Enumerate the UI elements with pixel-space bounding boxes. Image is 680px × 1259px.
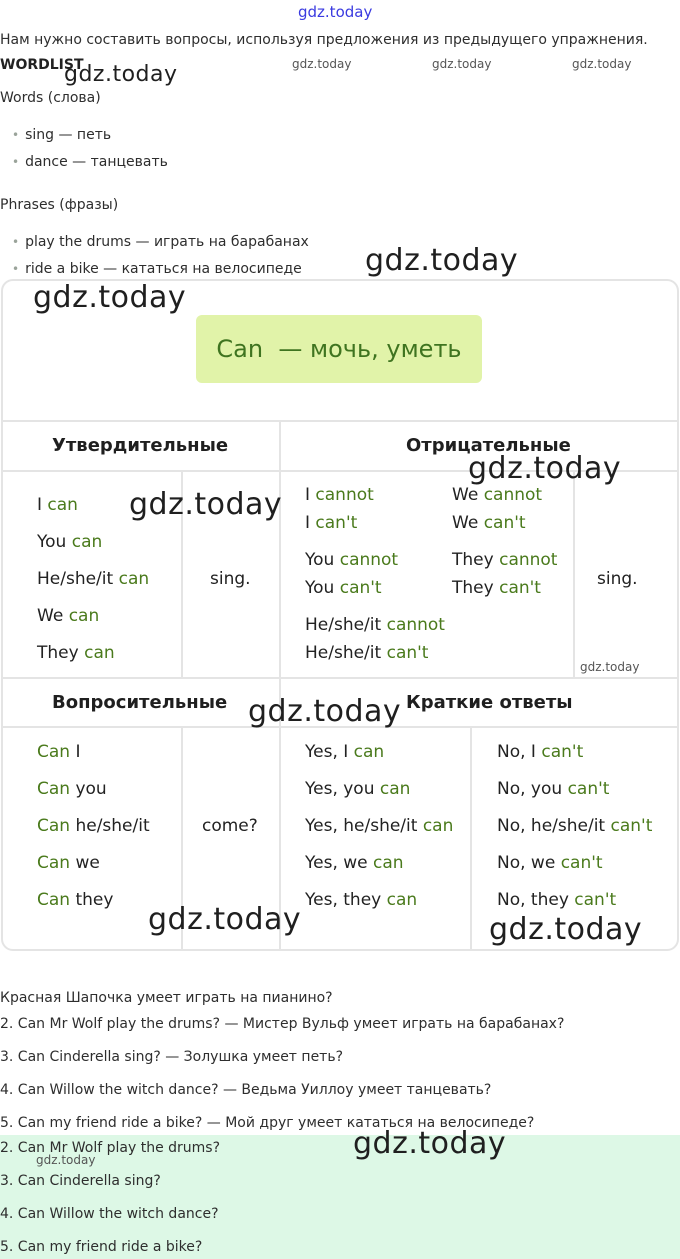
no-answer-row: No, we can't [497,853,603,873]
bullet-icon: • [12,155,20,169]
words-title: Words (слова) [0,90,101,106]
affirmative-main-verb: sing. [210,569,251,589]
yes-answer-row: Yes, you can [305,779,411,799]
question-row: Can we [37,853,100,873]
negative-row: He/she/it cannot [305,615,445,635]
translation-line: 3. Can Cinderella sing? — Золушка умеет петь? [0,1049,344,1065]
affirmative-header: Утвердительные [52,435,229,456]
negative-row: We cannot [452,485,543,505]
watermark: gdz.today [129,487,283,522]
intro-text: Нам нужно составить вопросы, используя предложения из предыдущего упражнения. [0,32,648,48]
affirmative-row: We can [37,606,100,626]
no-answer-row: No, he/she/it can't [497,816,653,836]
watermark-top: gdz.today [298,3,373,21]
affirmative-row: They can [37,643,115,663]
negative-row: He/she/it can't [305,643,429,663]
negative-row: They can't [452,578,541,598]
watermark: gdz.today [33,280,187,315]
watermark: gdz.today [365,243,519,278]
yes-answer-row: Yes, we can [305,853,404,873]
watermark: gdz.today [64,62,178,87]
no-answer-row: No, I can't [497,742,584,762]
yes-answer-row: Yes, I can [305,742,385,762]
yes-answer-row: Yes, they can [305,890,418,910]
negative-row: You cannot [305,550,399,570]
bullet-icon: • [12,262,20,276]
translation-line: 5. Can my friend ride a bike? — Мой друг умеет кататься на велосипеде? [0,1115,535,1131]
affirmative-row: You can [37,532,103,552]
grammar-title: Can — мочь, уметь [196,315,482,383]
question-row: Can I [37,742,81,762]
short-answers-header: Краткие ответы [406,692,573,713]
question-header: Вопросительные [52,692,228,713]
divider [1,420,679,422]
answer-line: 5. Can my friend ride a bike? [0,1239,203,1255]
word-item: • dance — танцевать [12,154,168,170]
question-row: Can they [37,890,114,910]
phrase-item: • ride a bike — кататься на велосипеде [12,261,302,277]
watermark: gdz.today [489,912,643,947]
question-row: Can you [37,779,107,799]
affirmative-row: He/she/it can [37,569,150,589]
bullet-icon: • [12,235,20,249]
divider [1,677,679,679]
negative-row: We can't [452,513,526,533]
question-main-verb: come? [202,816,258,836]
divider [470,726,472,950]
watermark: gdz.today [292,57,352,71]
watermark: gdz.today [36,1153,96,1167]
translation-line: 2. Can Mr Wolf play the drums? — Мистер Вульф умеет играть на барабанах? [0,1016,565,1032]
negative-row: I can't [305,513,358,533]
negative-header: Отрицательные [406,435,571,456]
watermark: gdz.today [148,902,302,937]
affirmative-row: I can [37,495,78,515]
no-answer-row: No, they can't [497,890,617,910]
answer-line: 3. Can Cinderella sing? [0,1173,161,1189]
bullet-icon: • [12,128,20,142]
question-row: Can he/she/it [37,816,150,836]
no-answer-row: No, you can't [497,779,610,799]
translation-line: 4. Can Willow the witch dance? — Ведьма Уиллоу умеет танцевать? [0,1082,492,1098]
divider [573,470,575,677]
watermark: gdz.today [248,694,402,729]
translation-line: Красная Шапочка умеет играть на пианино? [0,990,333,1006]
watermark: gdz.today [572,57,632,71]
phrase-item: • play the drums — играть на барабанах [12,234,309,250]
negative-row: They cannot [452,550,558,570]
word-item: • sing — петь [12,127,112,143]
negative-main-verb: sing. [597,569,638,589]
watermark: gdz.today [432,57,492,71]
watermark: gdz.today [468,451,622,486]
yes-answer-row: Yes, he/she/it can [305,816,454,836]
wordlist-title: WORDLIST [0,57,84,73]
answer-line: 4. Can Willow the witch dance? [0,1206,219,1222]
answer-line: 2. Can Mr Wolf play the drums? [0,1140,221,1156]
watermark: gdz.today [353,1126,507,1161]
watermark: gdz.today [580,660,640,674]
negative-row: You can't [305,578,382,598]
phrases-title: Phrases (фразы) [0,197,119,213]
negative-row: I cannot [305,485,374,505]
